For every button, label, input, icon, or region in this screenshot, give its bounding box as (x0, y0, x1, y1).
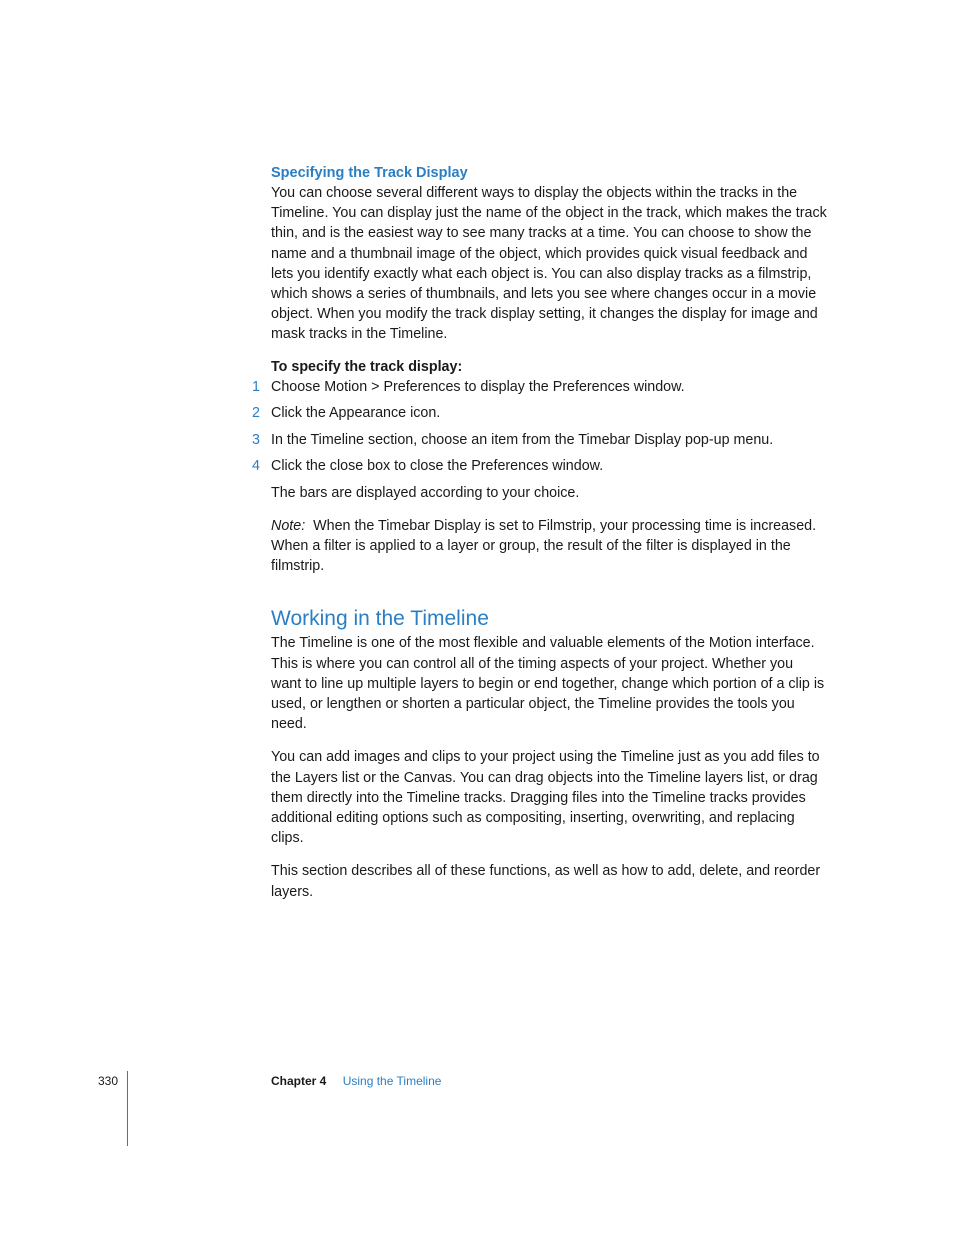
step-text: Choose Motion > Preferences to display the Preferences window. (271, 378, 685, 395)
chapter-title: Using the Timeline (342, 1074, 442, 1088)
step-item (252, 403, 827, 423)
step-text: In the Timeline section, choose an item from the Timebar Display pop-up menu. (271, 431, 774, 448)
note-paragraph (271, 516, 827, 577)
page-content (252, 163, 827, 902)
chapter-label: Chapter 4 (271, 1074, 327, 1088)
main-heading: Working in the Timeline (271, 607, 489, 631)
main-paragraph: This section describes all of these functions, as well as how to add, delete, and reorder layers. (271, 863, 821, 900)
note-text: When the Timebar Display is set to Filmstrip, your processing time is increased. When a filter is applied to a layer or group, the result of the filter is displayed in the filmstrip. (271, 517, 817, 575)
step-number: 2 (252, 405, 260, 422)
procedure-result: The bars are displayed according to your choice. (271, 484, 580, 501)
step-number: 4 (252, 458, 260, 475)
step-text: Click the close box to close the Preferences window. (271, 458, 604, 475)
page-number: 330 (98, 1074, 119, 1088)
section-paragraph: You can choose several different ways to display the objects within the tracks in the Timeline. You can display just the name of the object in the track, which makes the track thin, and is the easiest way to see many tracks at a time. You can choose to show the name and a thumbnail image of the object, which provides quick visual feedback and lets you identify exactly what each object is. You can also display tracks as a filmstrip, which shows a series of thumbnails, and lets you see where changes occur in a movie object. When you modify the track display setting, it changes the display for image and mask tracks in the Timeline. (271, 185, 827, 343)
main-paragraph: The Timeline is one of the most flexible and valuable elements of the Motion interface. This is where you can control all of the timing aspects of your project. Whether you want to line up multiple layers to begin or end together, change which portion of a clip is used, or lengthen or shorten a particular object, the Timeline provides the tools you need. (271, 635, 825, 733)
step-text: Click the Appearance icon. (271, 405, 441, 422)
footer-chapter (271, 1073, 441, 1089)
section-heading: Specifying the Track Display (271, 165, 468, 181)
step-number: 3 (252, 431, 260, 448)
procedure-title: To specify the track display: (271, 358, 463, 375)
step-item (252, 430, 827, 450)
step-item (252, 377, 827, 397)
step-item (252, 456, 827, 476)
note-label: Note: (271, 517, 306, 534)
procedure-steps (252, 377, 827, 477)
main-paragraph: You can add images and clips to your project using the Timeline just as you add files to the Layers list or the Canvas. You can drag objects into the Timeline layers list, or drag them directly into the Timeline tracks. Dragging files into the Timeline tracks provides additional editing options such as compositing, inserting, overwriting, and replacing clips. (271, 749, 820, 847)
footer-divider (127, 1071, 128, 1146)
step-number: 1 (252, 378, 260, 395)
